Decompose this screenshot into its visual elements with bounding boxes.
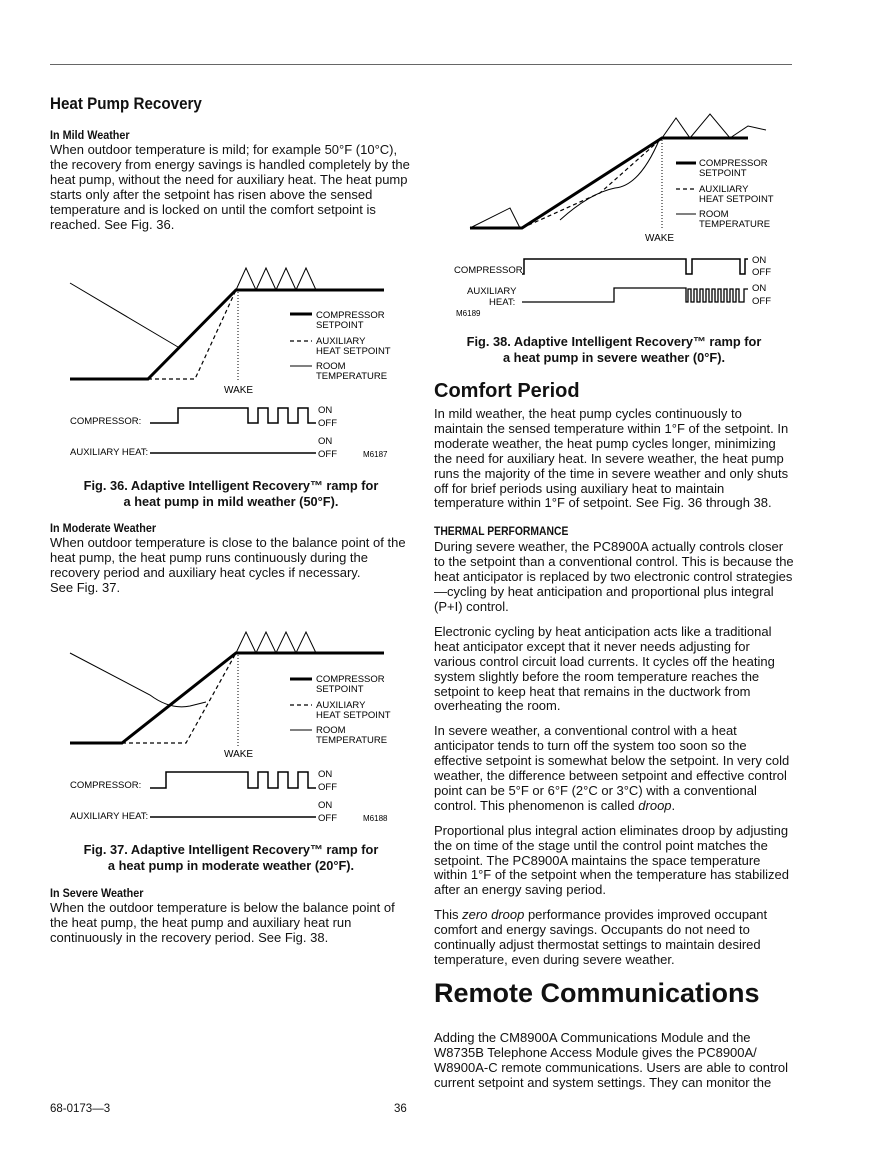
room-temperature-cycles <box>236 268 316 290</box>
remote-communications-paragraph: Adding the CM8900A Communications Module and the W8735B Telephone Access Module gives the PC8900A/ W8900A-C remote communications. Users are able to control current setpoint and system settings. They can monitor the <box>434 1029 789 1090</box>
aux-off-label: OFF <box>318 813 337 824</box>
moderate-weather-section <box>50 521 412 596</box>
compressor-signal <box>522 259 748 274</box>
legend-room-label-2: TEMPERATURE <box>699 219 771 230</box>
caption-line-1: Fig. 36. Adaptive Intelligent Recovery™ ramp for <box>83 478 379 493</box>
aux-label-2: HEAT: <box>489 297 516 308</box>
compressor-off-label: OFF <box>318 782 337 793</box>
footer-doc-number: 68-0173—3 <box>50 1103 111 1115</box>
legend-room-label: ROOM <box>316 361 346 372</box>
left-column <box>50 95 412 232</box>
severe-weather-section <box>50 886 412 946</box>
thermal-p3-text: In severe weather, a conventional control with a heat anticipator tends to turn off the system too soon so the effective setpoint is somewhat below the setpoint. In very cold weather, the difference between setpoint and effective control point can be 5°F or 6°F (2°C or 3°C) with a conventional control. This phenomenon is called <box>434 723 790 813</box>
section-heading-heat-pump-recovery: Heat Pump Recovery <box>50 95 202 113</box>
aux-on-label: ON <box>752 283 767 294</box>
legend-compressor-label: COMPRESSOR <box>699 158 768 169</box>
moderate-weather-see: See Fig. 37. <box>50 579 121 595</box>
aux-on-label: ON <box>318 800 333 811</box>
thermal-p5-emphasis: zero droop <box>462 907 525 923</box>
subheading-mild-weather: In Mild Weather <box>50 128 130 142</box>
moderate-weather-paragraph: When outdoor temperature is close to the balance point of the heat pump, the heat pump runs continuously during the recovery period and auxiliary heat cycles if necessary. <box>50 535 406 580</box>
legend-compressor-label: COMPRESSOR <box>316 310 385 321</box>
mild-weather-paragraph: When outdoor temperature is mild; for example 50°F (10°C), the recovery from energy savings is handled completely by the heat pump, without the need for auxiliary heat. The heat pump starts only after the setpoint has risen above the sensed temperature and is locked on until the comfort setpoint is reached. See Fig. 36. <box>50 142 410 232</box>
legend-room-label-2: TEMPERATURE <box>316 371 388 382</box>
caption-line-2: a heat pump in severe weather (0°F). <box>502 350 726 365</box>
figure-code: M6188 <box>363 814 388 823</box>
compressor-signal <box>150 408 316 423</box>
footer-page-number: 36 <box>394 1103 407 1115</box>
aux-off-label: OFF <box>318 449 337 460</box>
room-temperature-dip <box>470 208 520 228</box>
subheading-moderate-weather: In Moderate Weather <box>50 521 157 535</box>
room-temperature-line <box>70 283 178 347</box>
thermal-paragraph-4: Proportional plus integral action eliminates droop by adjusting the on time of the stage until the control point matches the setpoint. The PC8900A maintains the space temperature within 1°F of the setpoint when the temperature has stabilized after an energy saving period. <box>434 822 789 898</box>
room-temperature-cycles <box>662 114 766 138</box>
wake-label: WAKE <box>224 385 254 396</box>
thermal-paragraph-1: During severe weather, the PC8900A actually controls closer to the setpoint than a conventional control. This is because the heat anticipator is replaced by two electronic control strategies—cycling by heat anticipation and proportional plus integral (P+I) control. <box>434 539 794 614</box>
figure-code: M6187 <box>363 450 388 459</box>
wake-label: WAKE <box>224 749 254 760</box>
aux-heat-signal <box>522 288 748 302</box>
legend-compressor-label-2: SETPOINT <box>316 684 364 695</box>
compressor-off-label: OFF <box>752 267 771 278</box>
header-rule <box>50 64 792 65</box>
compressor-label: COMPRESSOR: <box>454 265 526 276</box>
aux-on-label: ON <box>318 436 333 447</box>
legend-room-label-2: TEMPERATURE <box>316 735 388 746</box>
subheading-severe-weather: In Severe Weather <box>50 886 144 900</box>
figure-37-diagram <box>50 620 412 835</box>
thermal-paragraph-5 <box>434 908 794 968</box>
room-temperature-cycles <box>236 632 316 653</box>
legend-aux-label: AUXILIARY <box>699 184 749 195</box>
thermal-paragraph-2: Electronic cycling by heat anticipation acts like a traditional heat anticipator except that it never needs adjusting for various control circuit load currents. It cycles off the heating system slightly before the room temperature reaches the setpoint to keep heat that remains in the ductwork from overheating the room. <box>434 623 775 714</box>
compressor-label: COMPRESSOR: <box>70 416 142 427</box>
legend-compressor-label-2: SETPOINT <box>699 168 747 179</box>
legend-room-label: ROOM <box>316 725 346 736</box>
right-column <box>434 380 794 1091</box>
compressor-on-label: ON <box>318 769 333 780</box>
legend-aux-label-2: HEAT SETPOINT <box>316 710 391 721</box>
severe-weather-paragraph: When the outdoor temperature is below the balance point of the heat pump, the heat pump and auxiliary heat run continuously in the recovery period. See Fig. 38. <box>50 900 395 945</box>
thermal-p5-end: performance provides improved occupant comfort and energy savings. Occupants do not need to continually adjust thermostat settings to maintain desired temperature, even during severe weather. <box>434 907 768 967</box>
figure-code: M6189 <box>456 309 481 318</box>
section-heading-remote-communications: Remote Communications <box>434 977 760 1008</box>
caption-line-1: Fig. 38. Adaptive Intelligent Recovery™ ramp for <box>466 334 762 349</box>
wake-label: WAKE <box>645 233 675 244</box>
compressor-on-label: ON <box>318 405 333 416</box>
aux-label-1: AUXILIARY <box>467 286 517 297</box>
aux-heat-label: AUXILIARY HEAT: <box>70 447 149 458</box>
figure-38-caption <box>434 334 794 366</box>
figure-36-caption <box>50 478 412 510</box>
compressor-label: COMPRESSOR: <box>70 780 142 791</box>
legend-compressor-label-2: SETPOINT <box>316 320 364 331</box>
thermal-paragraph-3 <box>434 724 794 813</box>
aux-off-label: OFF <box>752 296 771 307</box>
compressor-on-label: ON <box>752 255 767 266</box>
figure-38-diagram <box>440 108 780 323</box>
subheading-thermal-performance: THERMAL PERFORMANCE <box>434 526 569 539</box>
aux-heat-label: AUXILIARY HEAT: <box>70 811 149 822</box>
caption-line-1: Fig. 37. Adaptive Intelligent Recovery™ ramp for <box>83 842 379 857</box>
legend-room-label: ROOM <box>699 209 729 220</box>
room-temperature-line <box>70 653 206 707</box>
caption-line-2: a heat pump in moderate weather (20°F). <box>107 858 355 873</box>
figure-36-diagram <box>50 255 412 470</box>
caption-line-2: a heat pump in mild weather (50°F). <box>123 494 339 509</box>
thermal-p5-text: This <box>434 907 463 923</box>
compressor-off-label: OFF <box>318 418 337 429</box>
legend-aux-label: AUXILIARY <box>316 336 366 347</box>
legend-aux-label: AUXILIARY <box>316 700 366 711</box>
section-heading-comfort-period: Comfort Period <box>434 380 580 402</box>
legend-aux-label-2: HEAT SETPOINT <box>316 346 391 357</box>
thermal-p3-end: . <box>671 797 676 813</box>
legend-aux-label-2: HEAT SETPOINT <box>699 194 774 205</box>
comfort-period-paragraph: In mild weather, the heat pump cycles continuously to maintain the sensed temperature within 1°F of the setpoint. In moderate weather, the heat pump cycles longer, minimizing the need for auxiliary heat. In severe weather, the heat pump runs the majority of the time in severe weather and only shuts off for brief periods using auxiliary heat to maintain temperature within 1°F of setpoint. See Fig. 36 through 38. <box>434 406 789 511</box>
thermal-p3-emphasis: droop <box>638 797 672 813</box>
legend-compressor-label: COMPRESSOR <box>316 674 385 685</box>
figure-37-caption <box>50 842 412 874</box>
compressor-signal <box>150 772 316 788</box>
